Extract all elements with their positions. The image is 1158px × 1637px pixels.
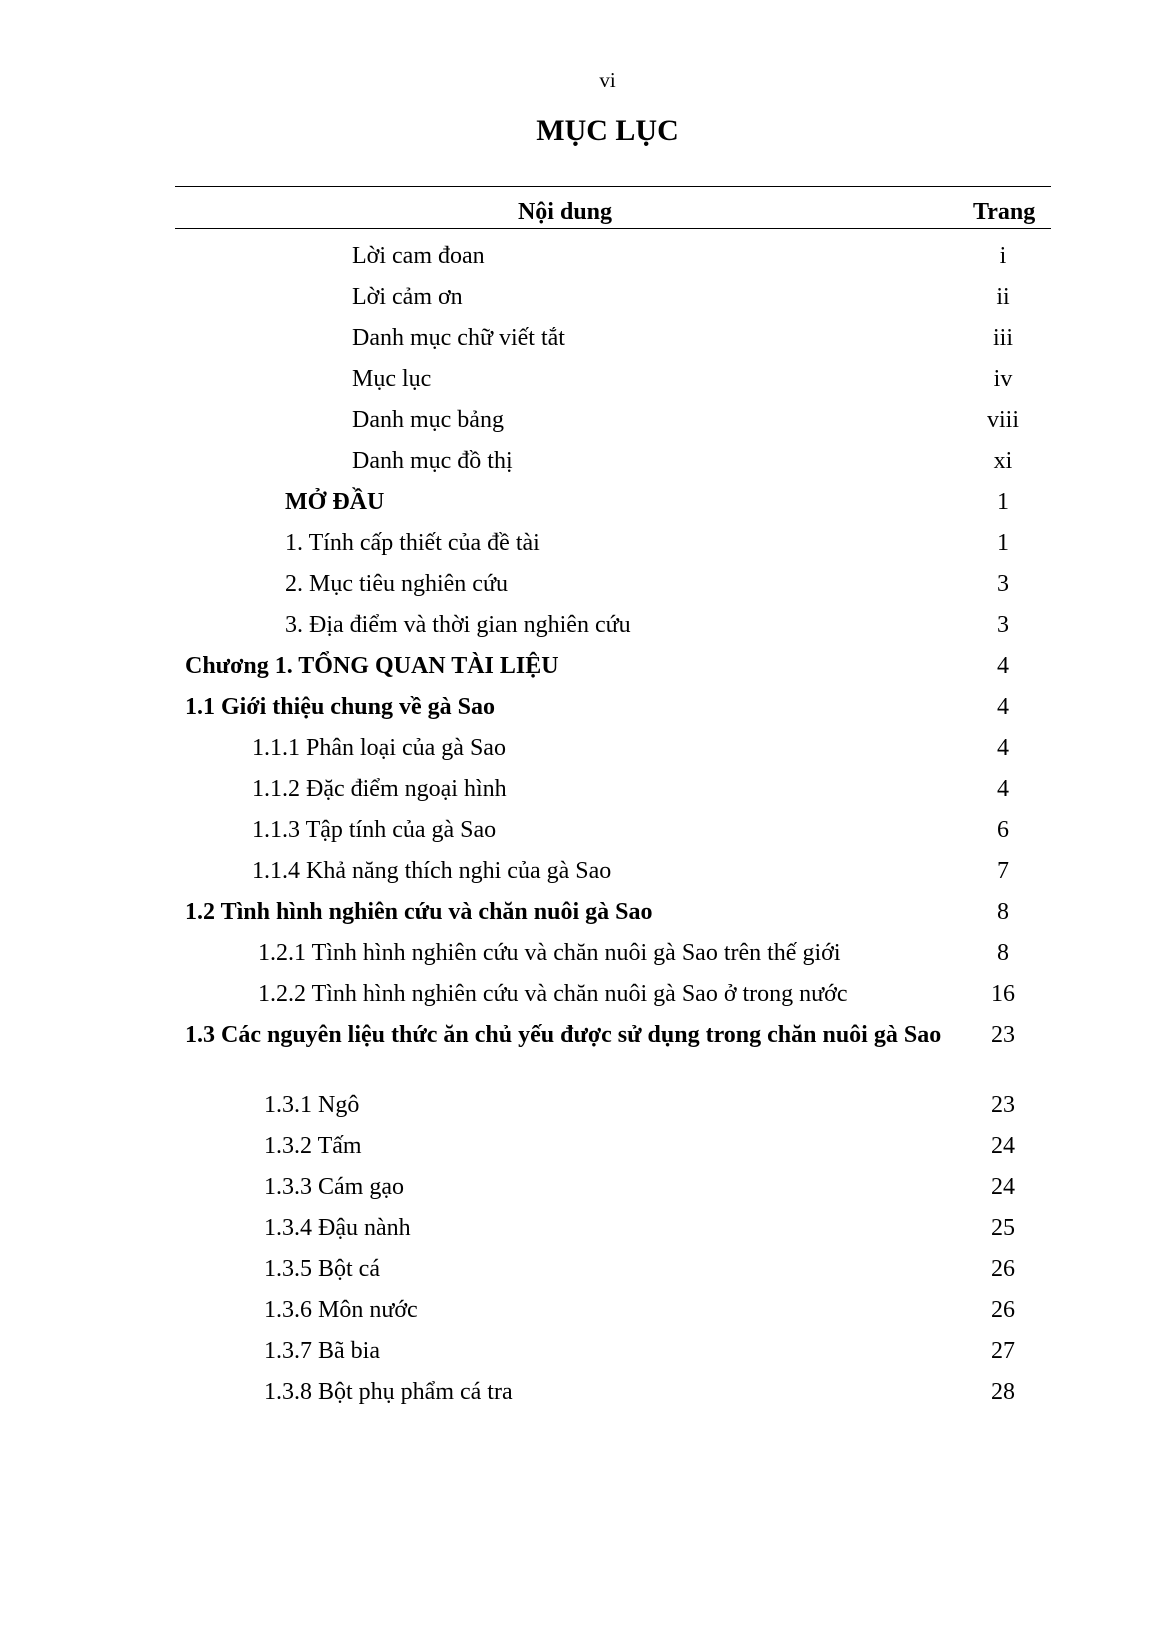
toc-entry: [0, 605, 1158, 646]
toc-entry-page: 23: [991, 1022, 1015, 1048]
toc-list: [0, 236, 1158, 1413]
toc-entry: [0, 359, 1158, 400]
toc-entry-page: 4: [997, 776, 1009, 802]
toc-entry: [0, 1167, 1158, 1208]
toc-entry: [0, 1249, 1158, 1290]
toc-entry: [0, 277, 1158, 318]
toc-entry: [0, 769, 1158, 810]
toc-entry-page: 4: [997, 694, 1009, 720]
toc-entry: [0, 646, 1158, 687]
header-page: Trang: [973, 199, 1036, 225]
toc-entry-page: 8: [997, 899, 1009, 925]
toc-entry-title: 1.3 Các nguyên liệu thức ăn chủ yếu được sử dụng trong chăn nuôi gà Sao: [185, 1022, 942, 1048]
toc-entry: [0, 851, 1158, 892]
toc-entry-title: Mục lục: [352, 366, 432, 392]
toc-entry-title: Lời cam đoan: [352, 243, 485, 269]
toc-entry-page: 4: [997, 653, 1009, 679]
toc-entry-page: iii: [992, 325, 1013, 351]
toc-entry-title: Danh mục đồ thị: [352, 448, 513, 474]
toc-entry-page: i: [999, 243, 1007, 269]
toc-entry-title: 1.3.5 Bột cá: [264, 1256, 380, 1282]
toc-entry-title: 1.3.1 Ngô: [264, 1092, 360, 1118]
table-top-rule: [175, 186, 1051, 187]
toc-entry-page: 8: [997, 940, 1009, 966]
toc-entry-title: 1.2.1 Tình hình nghiên cứu và chăn nuôi gà Sao trên thế giới: [258, 940, 841, 966]
toc-entry-page: ii: [996, 284, 1010, 310]
toc-entry-page: 16: [991, 981, 1015, 1007]
toc-entry-page: 28: [991, 1379, 1015, 1405]
toc-entry: [0, 523, 1158, 564]
toc-entry: [0, 892, 1158, 933]
toc-entry-title: 2. Mục tiêu nghiên cứu: [285, 571, 508, 597]
toc-entry-title: 1.1.3 Tập tính của gà Sao: [252, 817, 497, 843]
toc-entry-title: 1. Tính cấp thiết của đề tài: [285, 530, 540, 556]
toc-entry-title: 1.3.3 Cám gạo: [264, 1174, 404, 1200]
toc-entry-page: viii: [986, 407, 1019, 433]
toc-entry-page: 3: [997, 571, 1009, 597]
toc-entry: [0, 687, 1158, 728]
page-number: vi: [599, 68, 616, 92]
toc-entry: [0, 1372, 1158, 1413]
toc-entry: [0, 1290, 1158, 1331]
toc-entry-title: 1.3.8 Bột phụ phẩm cá tra: [264, 1379, 513, 1405]
toc-entry-title: 3. Địa điểm và thời gian nghiên cứu: [285, 612, 631, 638]
toc-entry-title: 1.2.2 Tình hình nghiên cứu và chăn nuôi gà Sao ở trong nước: [258, 981, 848, 1007]
toc-entry: [0, 318, 1158, 359]
toc-entry-title: 1.3.6 Môn nước: [264, 1297, 418, 1323]
toc-entry-title: 1.1.2 Đặc điểm ngoại hình: [252, 776, 507, 802]
toc-entry: [0, 1015, 1158, 1085]
toc-entry-page: 7: [997, 858, 1009, 884]
toc-entry: [0, 1126, 1158, 1167]
toc-entry: [0, 933, 1158, 974]
toc-entry-title: 1.1.4 Khả năng thích nghi của gà Sao: [252, 858, 612, 884]
toc-entry-page: xi: [993, 448, 1013, 474]
page-title: MỤC LỤC: [536, 114, 679, 147]
toc-entry: [0, 236, 1158, 277]
toc-entry-title: Danh mục bảng: [352, 407, 504, 433]
toc-entry-page: 1: [997, 489, 1009, 515]
toc-entry-title: 1.3.7 Bã bia: [264, 1338, 380, 1364]
toc-entry-page: iv: [993, 366, 1013, 392]
toc-entry-page: 24: [991, 1174, 1015, 1200]
toc-entry: [0, 1085, 1158, 1126]
toc-entry-title: 1.2 Tình hình nghiên cứu và chăn nuôi gà Sao: [185, 899, 653, 925]
toc-entry: [0, 810, 1158, 851]
toc-entry-page: 25: [991, 1215, 1015, 1241]
toc-entry: [0, 1208, 1158, 1249]
toc-header: [175, 199, 1051, 229]
toc-entry-page: 1: [997, 530, 1009, 556]
toc-entry-page: 26: [991, 1256, 1015, 1282]
toc-entry: [0, 1331, 1158, 1372]
toc-entry-page: 26: [991, 1297, 1015, 1323]
header-bottom-rule: [175, 228, 1051, 229]
toc-entry-title: Chương 1. TỔNG QUAN TÀI LIỆU: [185, 653, 559, 679]
toc-entry: [0, 400, 1158, 441]
toc-entry-title: 1.3.4 Đậu nành: [264, 1215, 411, 1241]
toc-entry-title: 1.1.1 Phân loại của gà Sao: [252, 735, 506, 761]
toc-entry: [0, 728, 1158, 769]
toc-entry-page: 24: [991, 1133, 1015, 1159]
toc-entry-page: 6: [997, 817, 1009, 843]
toc-entry: [0, 974, 1158, 1015]
toc-entry-page: 4: [997, 735, 1009, 761]
toc-entry: [0, 441, 1158, 482]
toc-entry-title: Danh mục chữ viết tắt: [352, 325, 565, 351]
toc-entry-title: 1.1 Giới thiệu chung về gà Sao: [185, 694, 495, 720]
toc-entry: [0, 564, 1158, 605]
toc-entry-page: 27: [991, 1338, 1015, 1364]
toc-entry-title: Lời cảm ơn: [352, 284, 463, 310]
header-content: Nội dung: [517, 199, 613, 225]
toc-entry-title: MỞ ĐẦU: [285, 489, 385, 515]
toc-entry-page: 3: [997, 612, 1009, 638]
toc-entry-page: 23: [991, 1092, 1015, 1118]
toc-entry: [0, 482, 1158, 523]
toc-entry-title: 1.3.2 Tấm: [264, 1133, 362, 1159]
